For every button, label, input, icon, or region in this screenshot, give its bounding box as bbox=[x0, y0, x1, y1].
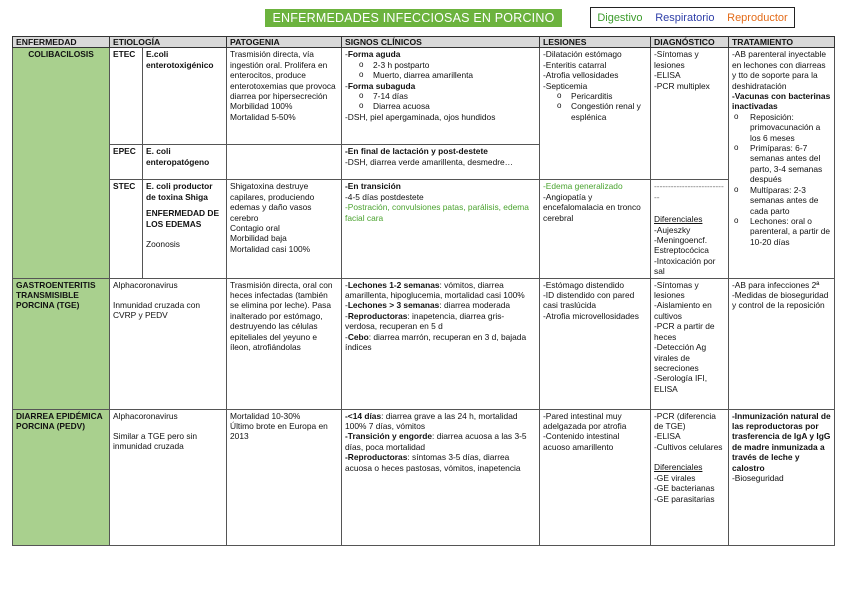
stec-lesiones: -Edema generalizado -Angiopatía y encefalomalacia en tronco cerebral bbox=[540, 180, 651, 278]
coli-tratamiento: -AB parenteral inyectable en lechones con diarreas y tto de soporte para la deshidratación -Vacunas con bacterinas inactivadas o Reposición: primovacunación a los 6 meses o Primíparas: 6-7 semanas antes del parto, 3-4 semanas después o Multíparas: 2-3 semanas antes de cada parto o Lechones: oral o parenteral, a partir de 10-20 días bbox=[729, 48, 835, 278]
etec-signos: -Forma aguda o 2-3 h postparto o Muerto, diarrea amarillenta -Forma subaguda o 7-14 días o Diarrea acuosa -DSH, piel apergaminada, ojos hundidos bbox=[342, 48, 540, 145]
stec-agent: E. coli productor de toxina Shiga ENFERMEDAD DE LOS EDEMAS Zoonosis bbox=[143, 180, 227, 278]
disease-tge: GASTROENTERITIS TRANSMISIBLE PORCINA (TGE) bbox=[13, 278, 110, 409]
header-row bbox=[13, 37, 835, 48]
disease-table bbox=[12, 36, 835, 546]
epec-agent: E. coli enteropatógeno bbox=[143, 145, 227, 180]
pedv-lesiones: -Pared intestinal muy adelgazada por atrofia -Contenido intestinal acuoso amarillento bbox=[540, 409, 651, 545]
etec-patogenia: Trasmisión directa, vía ingestión oral. Prolifera en enterocitos, produce enterotoxemias que provoca diarrea por hipersecreción Morbilidad 100% Mortalidad 5-50% bbox=[227, 48, 342, 145]
legend-digestivo: Digestivo bbox=[597, 12, 643, 24]
header-tratamiento: TRATAMIENTO bbox=[729, 37, 835, 48]
stec-diagnostico: --------------------------- Diferenciales -Aujeszky -Meningoencf. Estreptocócica -Intoxicación por sal bbox=[651, 180, 729, 278]
color-legend bbox=[590, 7, 795, 28]
tge-lesiones: -Estómago distendido -ID distendido con pared casi traslúcida -Atrofia microvellosidades bbox=[540, 278, 651, 409]
disease-colibacilosis: COLIBACILOSIS bbox=[13, 48, 110, 278]
table-row-tge bbox=[13, 278, 835, 409]
tge-etiologia: Alphacoronavirus Inmunidad cruzada con CVRP y PEDV bbox=[110, 278, 227, 409]
table-row-etec bbox=[13, 48, 835, 145]
pedv-tratamiento: -Inmunización natural de las reproductoras por trasferencia de IgA y IgG de madre inmunizada a través de leche y calostro -Bioseguridad bbox=[729, 409, 835, 545]
epec-patogenia bbox=[227, 145, 342, 180]
header-signos: SIGNOS CLÍNICOS bbox=[342, 37, 540, 48]
etec-diagnostico: -Síntomas y lesiones -ELISA -PCR multiplex bbox=[651, 48, 729, 180]
tge-signos: -Lechones 1-2 semanas: vómitos, diarrea amarillenta, hipoglucemia, mortalidad casi 100% -Lechones > 3 semanas: diarrea moderada -Reproductoras: inapetencia, diarrea gris-verdosa, recuperan en 5 d -Cebo: diarrea marrón, recuperan en 3 d, bajada índices bbox=[342, 278, 540, 409]
pedv-etiologia: Alphacoronavirus Similar a TGE pero sin inmunidad cruzada bbox=[110, 409, 227, 545]
epec-signos: -En final de lactación y post-destete -DSH, diarrea verde amarillenta, desmedre… bbox=[342, 145, 540, 180]
header-lesiones: LESIONES bbox=[540, 37, 651, 48]
tge-diagnostico: -Síntomas y lesiones -Aislamiento en cultivos -PCR a partir de heces -Detección Ag virales de secreciones -Serología IFI, ELISA bbox=[651, 278, 729, 409]
legend-respiratorio: Respiratorio bbox=[655, 12, 715, 24]
header-etiologia: ETIOLOGÍA bbox=[110, 37, 227, 48]
table-row-pedv bbox=[13, 409, 835, 545]
stec-patogenia: Shigatoxina destruye capilares, produciendo edemas y daño vasos cerebro Contagio oral Morbilidad baja Mortalidad casi 100% bbox=[227, 180, 342, 278]
table-row-stec bbox=[13, 180, 835, 278]
tge-patogenia: Trasmisión directa, oral con heces infectadas (también se elimina por leche). Pasa inalterado por estómago, destruyendo las células epiteliales del yeyuno e íleon, atrofiándolas bbox=[227, 278, 342, 409]
stec-signos: -En transición -4-5 días postdestete -Postración, convulsiones patas, parálisis, edema facial cara bbox=[342, 180, 540, 278]
etec-lesiones: -Dilatación estómago -Enteritis catarral -Atrofia vellosidades -Septicemia o Pericarditis o Congestión renal y esplénica bbox=[540, 48, 651, 180]
tge-tratamiento: -AB para infecciones 2ª -Medidas de bioseguridad y control de la reposición bbox=[729, 278, 835, 409]
pedv-signos: -<14 días: diarrea grave a las 24 h, mortalidad 100% 7 días, vómitos -Transición y engorde: diarrea acuosa a las 3-5 días, poca mortalidad -Reproductoras: síntomas 3-5 días, diarrea acuosa o heces pastosas, vómitos, inapetencia bbox=[342, 409, 540, 545]
header-enfermedad: ENFERMEDAD bbox=[13, 37, 110, 48]
stec-code: STEC bbox=[110, 180, 143, 278]
document-title: ENFERMEDADES INFECCIOSAS EN PORCINO bbox=[265, 9, 562, 27]
header-diagnostico: DIAGNÓSTICO bbox=[651, 37, 729, 48]
etec-agent: E.coli enterotoxigénico bbox=[143, 48, 227, 145]
epec-code: EPEC bbox=[110, 145, 143, 180]
pedv-diagnostico: -PCR (diferencia de TGE) -ELISA -Cultivos celulares Diferenciales -GE virales -GE bacterianas -GE parasitarias bbox=[651, 409, 729, 545]
pedv-patogenia: Mortalidad 10-30% Último brote en Europa en 2013 bbox=[227, 409, 342, 545]
header-patogenia: PATOGENIA bbox=[227, 37, 342, 48]
etec-code: ETEC bbox=[110, 48, 143, 145]
disease-pedv: DIARREA EPIDÉMICA PORCINA (PEDV) bbox=[13, 409, 110, 545]
legend-reproductor: Reproductor bbox=[727, 12, 788, 24]
